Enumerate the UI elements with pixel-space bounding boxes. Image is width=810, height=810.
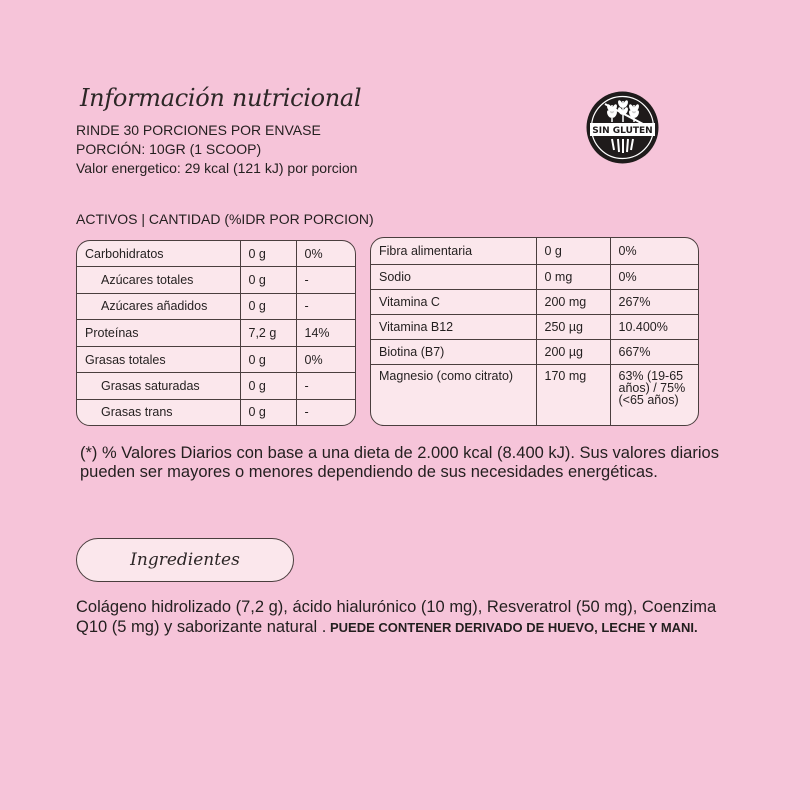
table-row bbox=[371, 264, 698, 289]
nutrient-pct: - bbox=[296, 267, 355, 294]
nutrient-amount: 0 mg bbox=[536, 264, 610, 289]
nutrient-amount: 0 g bbox=[240, 241, 296, 267]
nutrient-name: Sodio bbox=[371, 264, 536, 289]
nutrient-amount: 0 g bbox=[240, 373, 296, 400]
nutrient-pct: - bbox=[296, 373, 355, 400]
table-row bbox=[77, 373, 355, 400]
servings-per-pack: RINDE 30 PORCIONES POR ENVASE bbox=[76, 122, 321, 138]
table-heading: ACTIVOS | CANTIDAD (%IDR POR PORCION) bbox=[76, 211, 374, 227]
nutrient-pct: 267% bbox=[610, 289, 698, 314]
nutrient-name: Grasas totales bbox=[77, 346, 240, 373]
allergen-warning: PUEDE CONTENER DERIVADO DE HUEVO, LECHE Y MANI. bbox=[326, 620, 698, 635]
nutrient-name: Grasas saturadas bbox=[77, 373, 240, 400]
nutrient-name: Biotina (B7) bbox=[371, 339, 536, 364]
nutrient-pct: 667% bbox=[610, 339, 698, 364]
nutrient-name: Grasas trans bbox=[77, 399, 240, 425]
serving-info bbox=[76, 121, 357, 178]
nutrient-amount: 0 g bbox=[240, 267, 296, 294]
nutrient-name: Proteínas bbox=[77, 320, 240, 347]
nutrient-pct: - bbox=[304, 405, 309, 420]
serving-size: PORCIÓN: 10GR (1 SCOOP) bbox=[76, 141, 262, 157]
nutrient-amount: 0 g bbox=[240, 293, 296, 320]
badge-label: SIN GLUTEN bbox=[592, 126, 653, 136]
nutrient-name: Azúcares añadidos bbox=[77, 293, 240, 320]
table-row bbox=[371, 339, 698, 364]
nutrient-amount: 250 µg bbox=[536, 314, 610, 339]
table-row bbox=[77, 399, 355, 425]
energy-value: Valor energetico: 29 kcal (121 kJ) por porcion bbox=[76, 160, 358, 176]
nutrient-pct: 63% (19-65 años) / 75% (<65 años) bbox=[618, 368, 686, 407]
nutrient-pct: 0% bbox=[296, 346, 355, 373]
nutrient-name: Fibra alimentaria bbox=[371, 238, 536, 264]
table-row bbox=[371, 238, 698, 264]
nutrient-pct: 0% bbox=[610, 238, 698, 264]
nutrient-pct: 14% bbox=[296, 320, 355, 347]
table-row bbox=[77, 320, 355, 347]
ingredients-label-pill bbox=[76, 538, 294, 582]
nutrient-name: Azúcares totales bbox=[77, 267, 240, 294]
table-row bbox=[77, 346, 355, 373]
table-row bbox=[77, 241, 355, 267]
nutrient-pct: - bbox=[296, 293, 355, 320]
nutrition-table-left bbox=[76, 240, 356, 426]
page-title: Información nutricional bbox=[80, 84, 362, 112]
nutrient-amount: 0 g bbox=[536, 238, 610, 264]
nutrient-amount: 200 µg bbox=[536, 339, 610, 364]
nutrition-table-right bbox=[370, 237, 699, 426]
nutrient-amount: 170 mg bbox=[536, 364, 610, 425]
table-row bbox=[371, 364, 698, 425]
nutrient-amount: 0 g bbox=[240, 346, 296, 373]
nutrient-name: Vitamina C bbox=[371, 289, 536, 314]
nutrient-pct: 10.400% bbox=[610, 314, 698, 339]
table-row bbox=[77, 293, 355, 320]
nutrient-name: Vitamina B12 bbox=[371, 314, 536, 339]
daily-values-footnote: (*) % Valores Diarios con base a una dieta de 2.000 kcal (8.400 kJ). Sus valores diarios pueden ser mayores o menores dependiendo de sus necesidades energéticas. bbox=[80, 444, 719, 481]
table-row bbox=[371, 289, 698, 314]
nutrient-pct: 0% bbox=[610, 264, 698, 289]
nutrient-name: Magnesio (como citrato) bbox=[371, 364, 536, 425]
gluten-free-badge bbox=[585, 90, 660, 165]
ingredients-list: Colágeno hidrolizado (7,2 g), ácido hialurónico (10 mg), Resveratrol (50 mg), Coenzima Q10 (5 mg) y saborizante natural . bbox=[76, 598, 717, 636]
nutrient-amount: 200 mg bbox=[536, 289, 610, 314]
nutrient-name: Carbohidratos bbox=[77, 241, 240, 267]
nutrient-amount: 7,2 g bbox=[240, 320, 296, 347]
ingredients-text bbox=[76, 597, 736, 638]
ingredients-heading: Ingredientes bbox=[130, 550, 240, 570]
table-row bbox=[77, 267, 355, 294]
nutrient-pct: 0% bbox=[296, 241, 355, 267]
nutrient-amount: 0 g bbox=[240, 399, 296, 425]
table-row bbox=[371, 314, 698, 339]
